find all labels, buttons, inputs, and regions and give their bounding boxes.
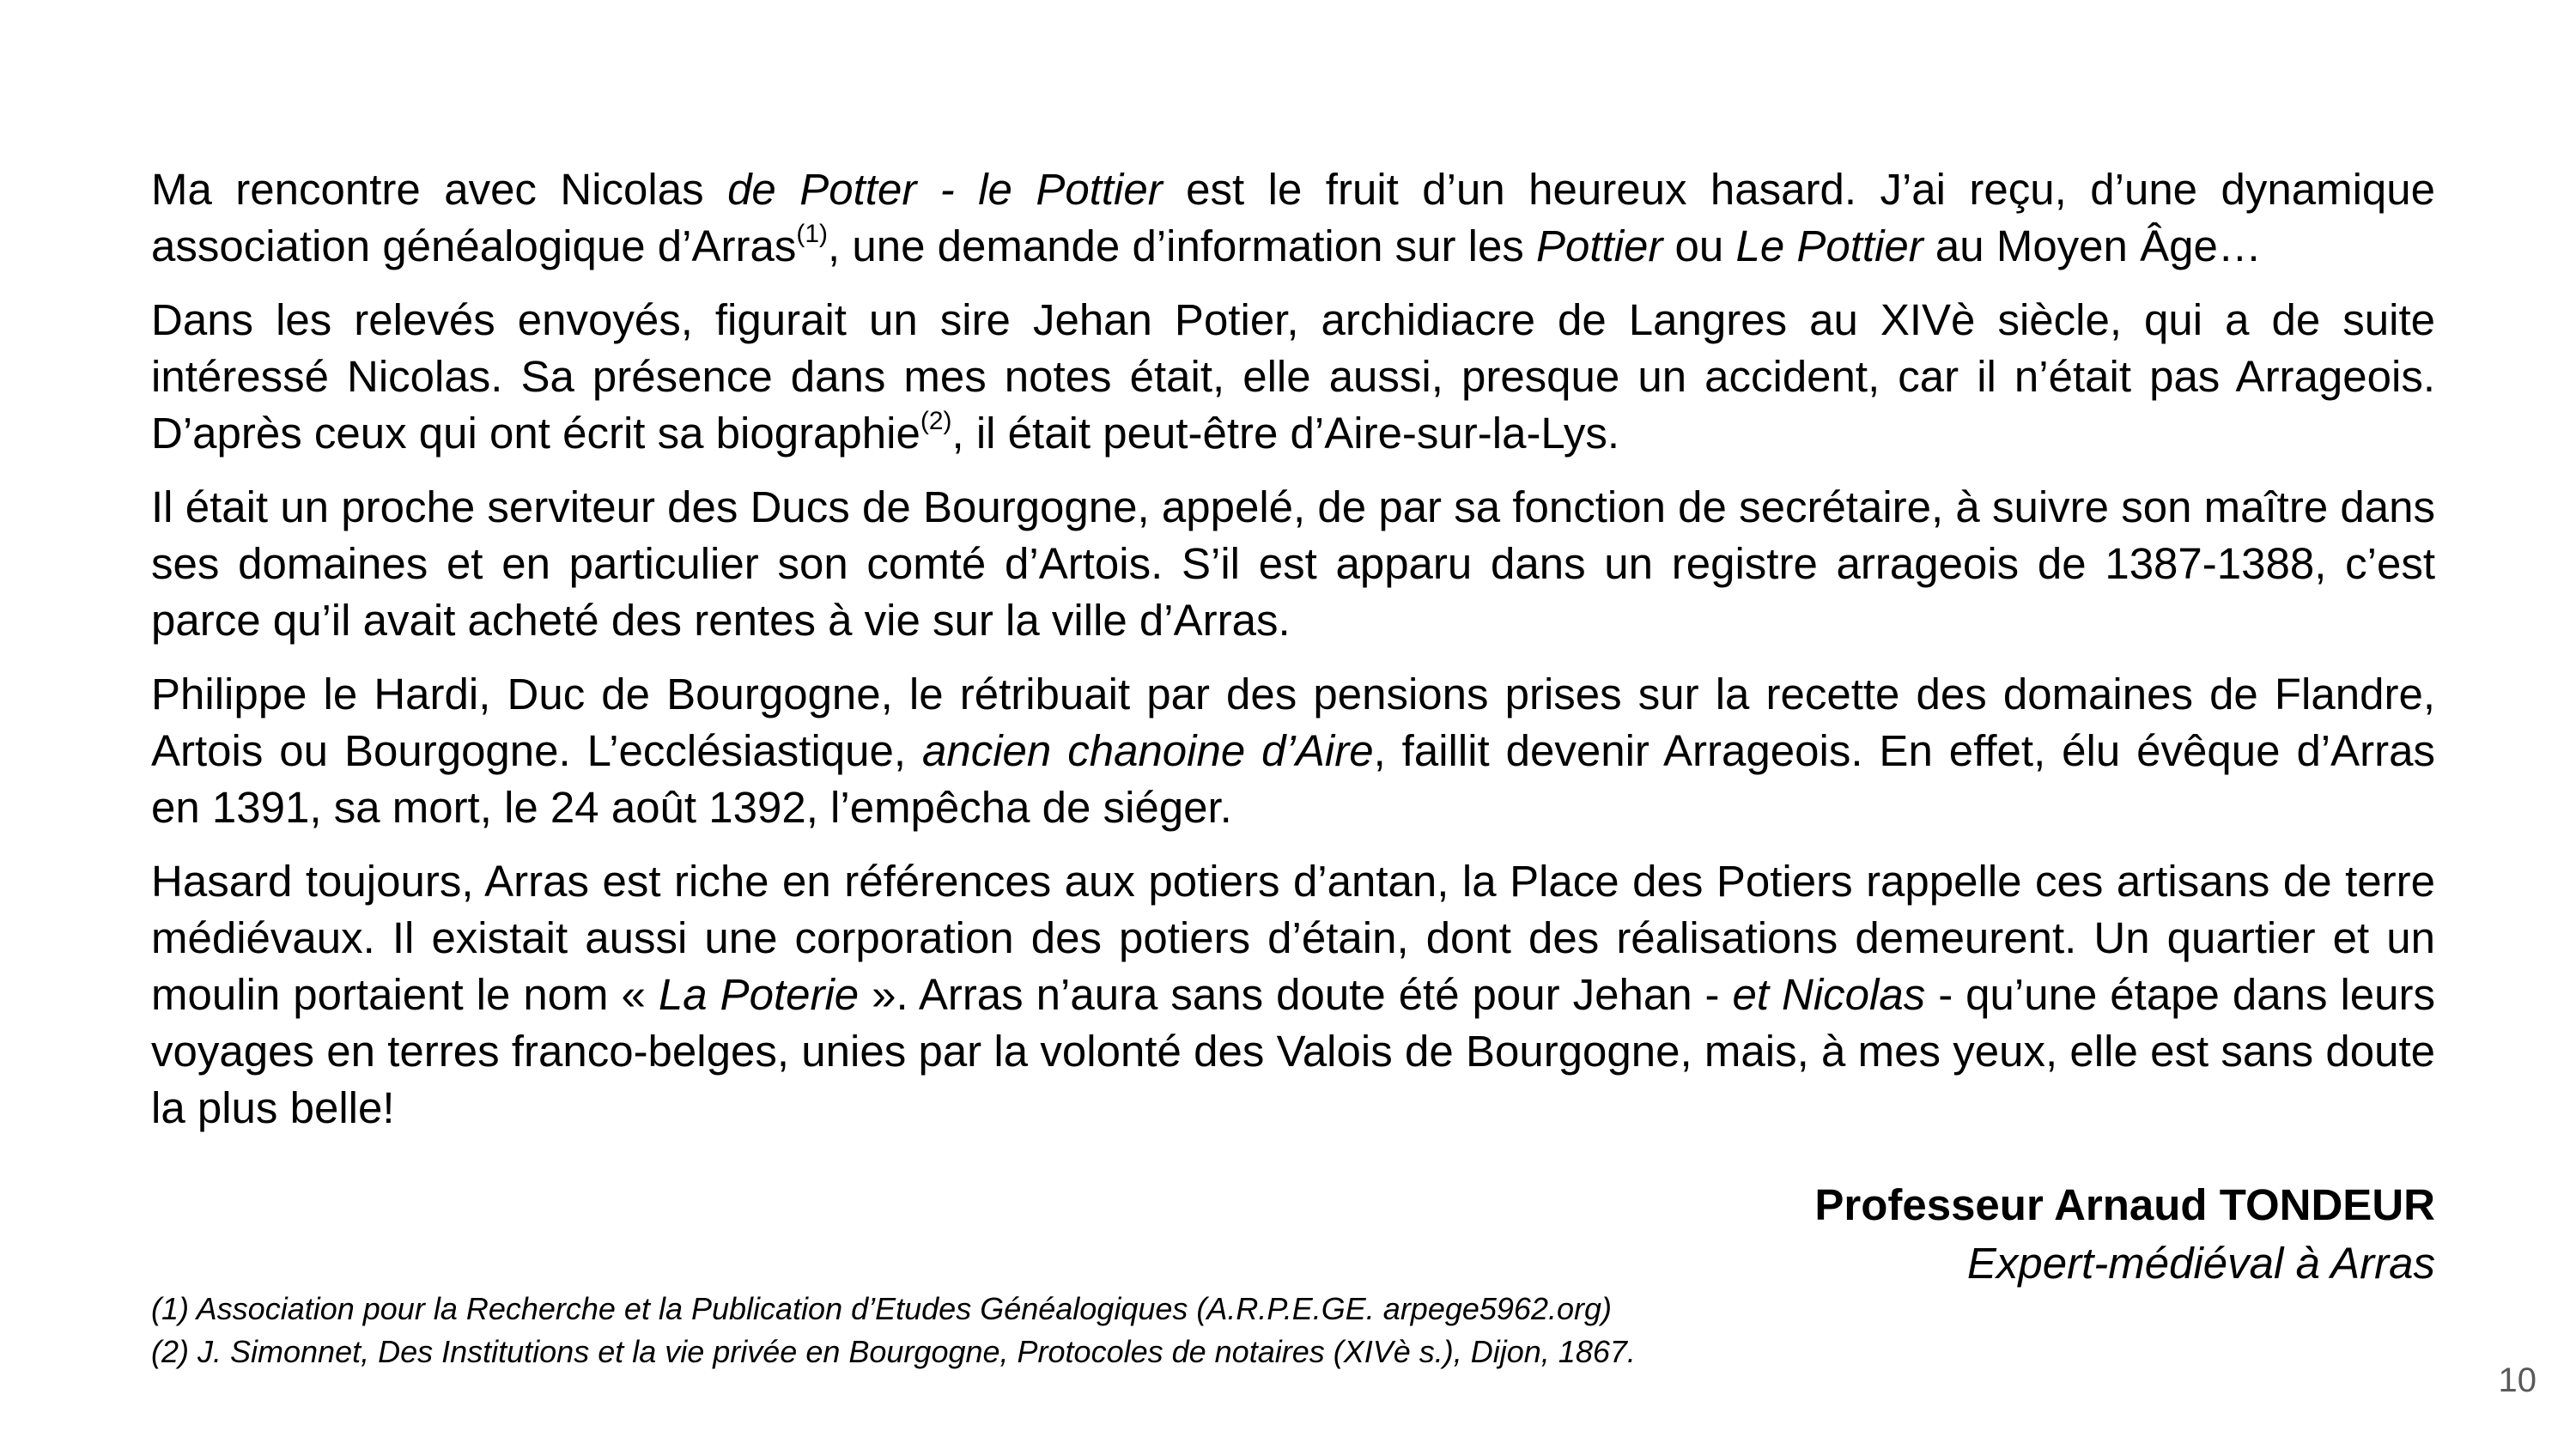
author-role: Expert-médiéval à Arras — [1966, 1239, 2435, 1288]
article-body — [151, 161, 2435, 1154]
paragraph-5 — [151, 853, 2435, 1137]
italic-text: Le Pottier — [1735, 221, 1923, 270]
signature-block — [1814, 1176, 2435, 1293]
author-name: Professeur Arnaud TONDEUR — [1814, 1180, 2435, 1229]
footnote-1: (1) Association pour la Recherche et la Publication d’Etudes Généalogiques (A.R.P.E.GE. arpege5962.org) — [151, 1291, 1612, 1326]
text-run: , une demande d’information sur les — [828, 221, 1536, 270]
text-run: ou — [1662, 221, 1736, 270]
paragraph-3 — [151, 479, 2435, 649]
paragraph-1 — [151, 161, 2435, 275]
italic-text: ancien chanoine d’Aire — [921, 726, 1374, 775]
text-run: Dans les relevés envoyés, figurait un sire Jehan Potier, archidiacre de Langres au XIVè siècle, qui a de suite intéressé Nicolas. Sa présence dans mes notes était, elle aussi, presque un accident, car il n’était pas Arrageois. D’après ceux qui ont écrit sa biographie — [151, 295, 2435, 458]
italic-text: La Poterie — [658, 970, 860, 1019]
italic-text: et Nicolas — [1732, 970, 1926, 1019]
text-run: Il était un proche serviteur des Ducs de Bourgogne, appelé, de par sa fonction de secrétaire, à suivre son maître dans ses domaines et en particulier son comté d’Artois. S’il est apparu dans un registre arrageois de 1387-1388, c’est parce qu’il avait acheté des rentes à vie sur la ville d’Arras. — [151, 482, 2435, 645]
text-run: Hasard toujours, Arras est riche en références aux potiers d’antan, la Place des Potiers rappelle ces artisans de terre médiévaux. Il existait aussi une corporation des potiers d’étain, dont des réalisations demeurent. Un quartier et un moulin portaient le nom « — [151, 857, 2435, 1019]
text-run: Philippe le Hardi, Duc de Bourgogne, le rétribuait par des pensions prises sur la recette des domaines de Flandre, Artois ou Bourgogne. L’ecclésiastique, — [151, 670, 2435, 775]
text-run: - qu’une étape dans leurs voyages en terres franco-belges, unies par la volonté des Valois de Bourgogne, mais, à mes yeux, elle est sans doute la plus belle! — [151, 970, 2435, 1132]
text-run: , il était peut-être d’Aire-sur-la-Lys. — [951, 409, 1620, 458]
text-run: au Moyen Âge… — [1923, 221, 2262, 270]
italic-text: de Potter - le Pottier — [727, 165, 1163, 214]
text-run: , faillit devenir Arrageois. En effet, élu évêque d’Arras en 1391, sa mort, le 24 août 1392, l’empêcha de siéger. — [151, 726, 2435, 832]
text-run: Ma rencontre avec Nicolas — [151, 165, 728, 214]
footnote-reference: (2) — [920, 407, 952, 435]
paragraph-2 — [151, 292, 2435, 462]
footnotes — [151, 1288, 2126, 1373]
footnote-reference: (1) — [796, 220, 829, 248]
italic-text: Pottier — [1535, 221, 1663, 270]
text-run: ». Arras n’aura sans doute été pour Jehan - — [859, 970, 1733, 1019]
paragraph-4 — [151, 666, 2435, 836]
page-number: 10 — [2498, 1361, 2537, 1399]
text-run: est le fruit d’un heureux hasard. J’ai reçu, d’une dynamique association généalogique d’Arras — [151, 165, 2435, 270]
footnote-2: (2) J. Simonnet, Des Institutions et la vie privée en Bourgogne, Protocoles de notaires (XIVè s.), Dijon, 1867. — [151, 1334, 1636, 1369]
